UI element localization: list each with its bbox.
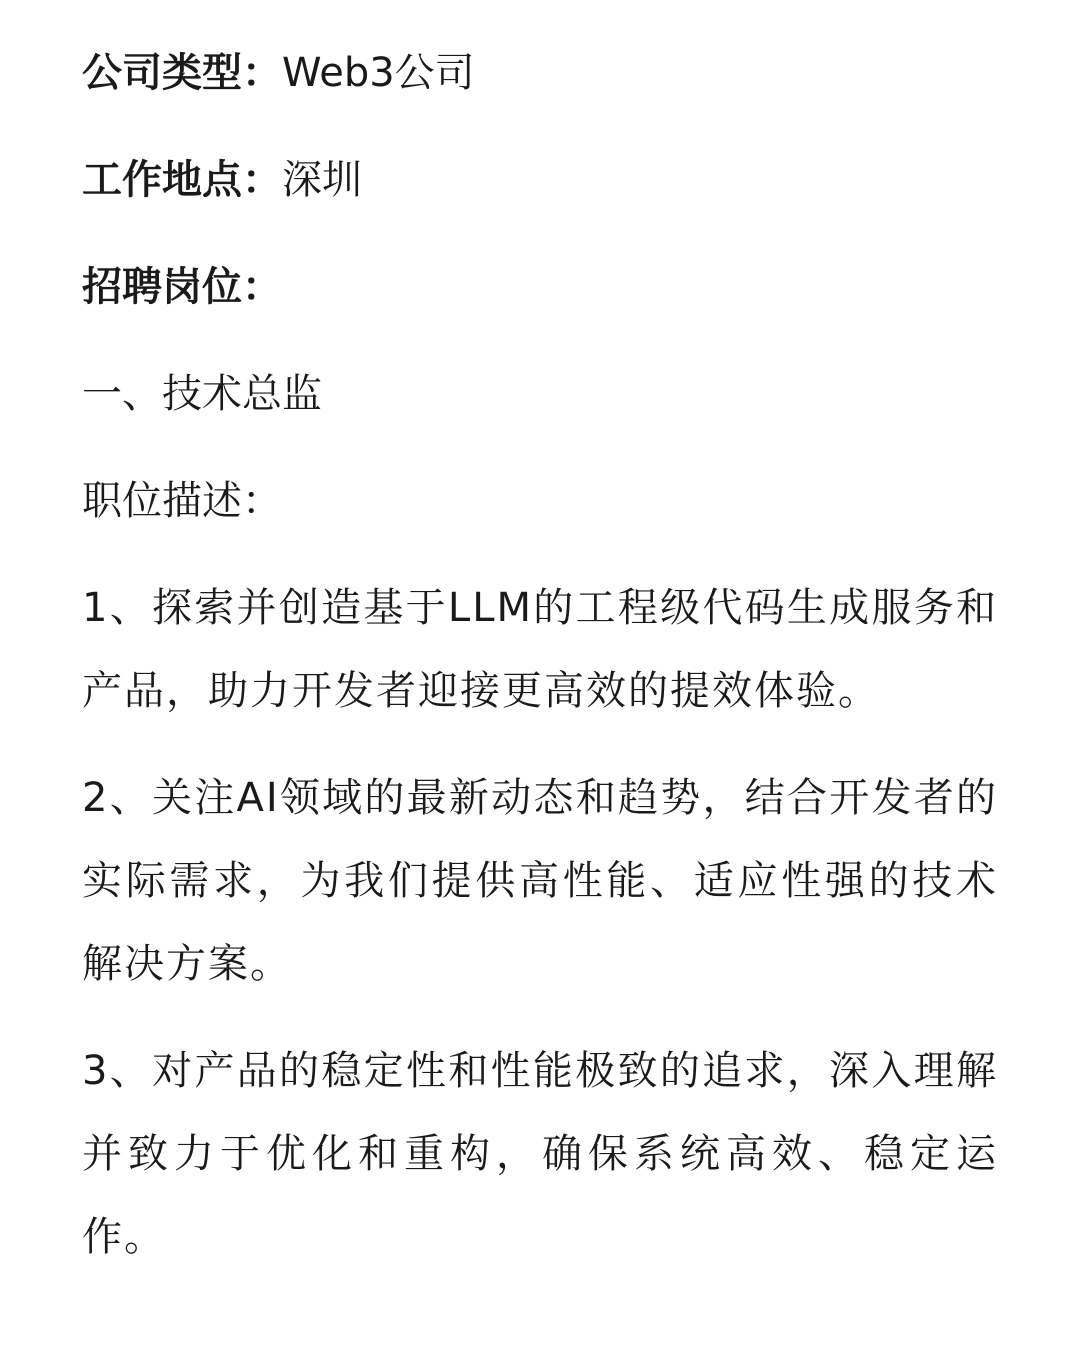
company-type-row	[82, 32, 998, 115]
position-title: 一、技术总监	[82, 371, 322, 417]
location-label: 工作地点：	[82, 157, 282, 203]
company-type-value: Web3公司	[282, 50, 475, 96]
location-value: 深圳	[282, 157, 362, 203]
company-type-label: 公司类型：	[82, 50, 282, 96]
duty-item-1: 1、探索并创造基于LLM的工程级代码生成服务和产品，助力开发者迎接更高效的提效体验。	[82, 585, 998, 714]
duty-item-3: 3、对产品的稳定性和性能极致的追求，深入理解并致力于优化和重构，确保系统高效、稳定运作。	[82, 1048, 998, 1260]
duty-item-2: 2、关注AI领域的最新动态和趋势，结合开发者的实际需求，为我们提供高性能、适应性强的技术解决方案。	[82, 775, 998, 987]
description-label: 职位描述：	[82, 478, 282, 524]
recruit-label: 招聘岗位：	[82, 264, 282, 310]
job-posting	[82, 0, 998, 1279]
location-row	[82, 139, 998, 222]
